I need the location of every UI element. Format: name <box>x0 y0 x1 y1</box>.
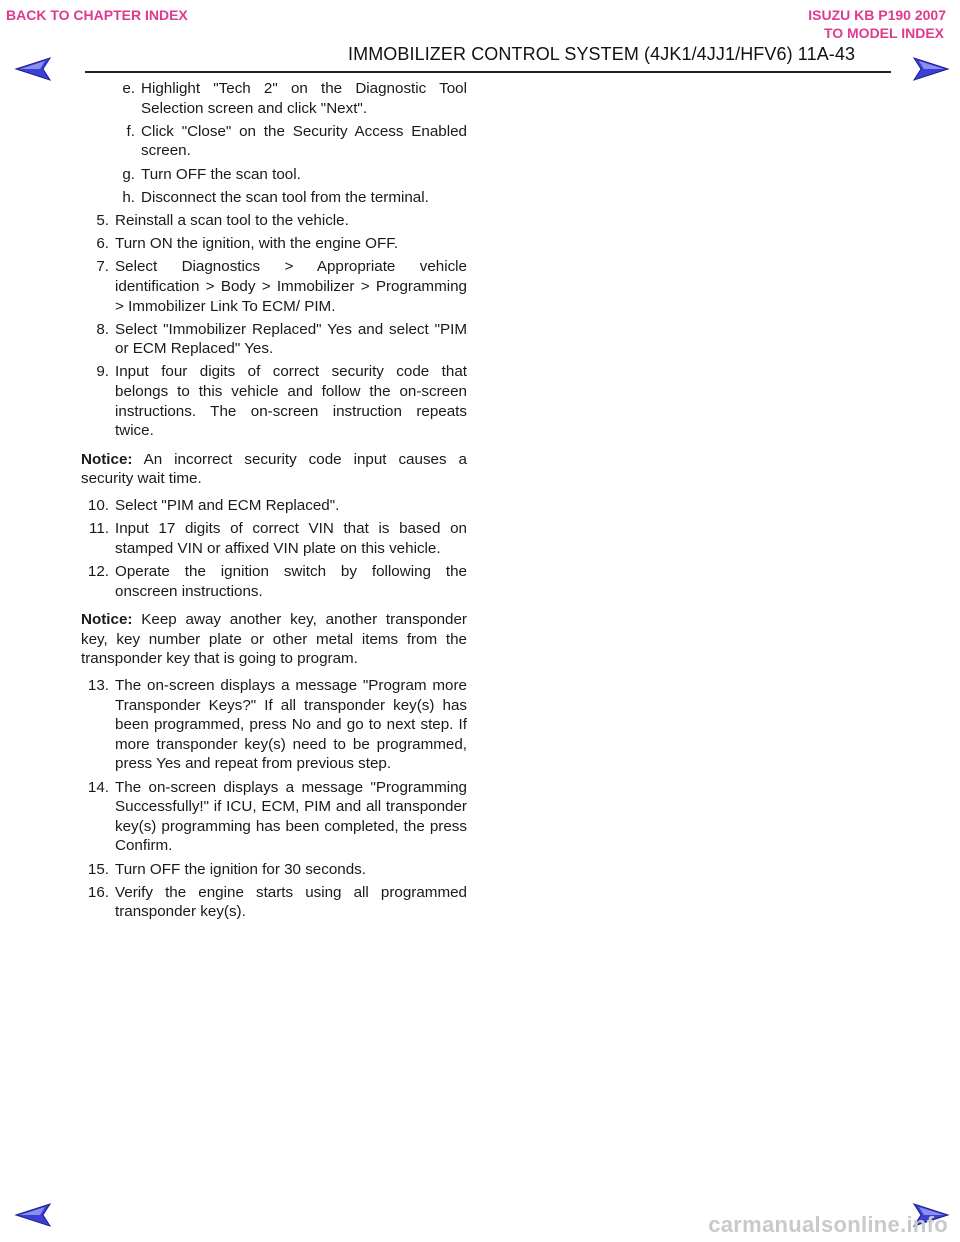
procedure-content <box>81 79 467 925</box>
list-item: 12. Operate the ignition switch by following the onscreen instructions. <box>87 563 467 600</box>
previous-page-arrow-icon[interactable] <box>14 1201 54 1229</box>
watermark: carmanualsonline.info <box>708 1212 948 1237</box>
list-item: 15. Turn OFF the ignition for 30 seconds. <box>87 860 366 878</box>
steps-list-b <box>81 496 467 601</box>
list-item: 10. Select "PIM and ECM Replaced". <box>87 497 340 515</box>
next-page-arrow-icon[interactable] <box>910 55 950 83</box>
list-item: 7. Select Diagnostics > Appropriate vehicle identification > Body > Immobilizer > Programming > Immobilizer Link To ECM/ PIM. <box>96 258 467 315</box>
list-item: 6. Turn ON the ignition, with the engine OFF. <box>96 235 399 253</box>
sub-steps-list <box>81 79 467 207</box>
list-item: 9. Input four digits of correct security code that belongs to this vehicle and follow the on-screen instructions. The on-screen instruction repeats twice. <box>96 363 467 440</box>
list-item: 13. The on-screen displays a message "Program more Transponder Keys?" If all transponder key(s) has been programmed, press No and go to next step. If more transponder key(s) need to be programmed, press Yes and repeat from previous step. <box>87 676 467 773</box>
back-to-chapter-index-link[interactable]: BACK TO CHAPTER INDEX <box>6 7 188 23</box>
list-item: 16. Verify the engine starts using all programmed transponder key(s). <box>87 883 467 921</box>
page-header-title: IMMOBILIZER CONTROL SYSTEM (4JK1/4JJ1/HFV6) 11A-43 <box>348 44 856 64</box>
list-item: 8. Select "Immobilizer Replaced" Yes and select "PIM or ECM Replaced" Yes. <box>96 320 467 358</box>
previous-page-arrow-icon[interactable] <box>14 55 54 83</box>
list-item: 14. The on-screen displays a message "Programming Successfully!" if ICU, ECM, PIM and all transponder key(s) programming has been completed, the press Confirm. <box>87 778 467 855</box>
notice-keep-away-keys: Notice: Keep away another key, another transponder key, key number plate or other metal items from the transponder key that is going to program. <box>81 611 467 668</box>
list-item: 5. Reinstall a scan tool to the vehicle. <box>96 211 349 229</box>
model-title: ISUZU KB P190 2007 <box>808 7 946 23</box>
list-item: 11. Input 17 digits of correct VIN that is based on stamped VIN or affixed VIN plate on this vehicle. <box>89 520 467 557</box>
steps-list-c <box>81 676 467 922</box>
list-item: e. Highlight "Tech 2" on the Diagnostic Tool Selection screen and click "Next". <box>122 80 467 117</box>
header-divider <box>85 71 891 73</box>
list-item: h. Disconnect the scan tool from the terminal. <box>122 188 429 206</box>
list-item: g. Turn OFF the scan tool. <box>122 165 301 183</box>
to-model-index-link[interactable]: TO MODEL INDEX <box>823 25 944 41</box>
notice-security-wait: Notice: An incorrect security code input causes a security wait time. <box>81 450 468 488</box>
list-item: f. Click "Close" on the Security Access Enabled screen. <box>126 122 467 160</box>
steps-list-a <box>81 211 467 441</box>
